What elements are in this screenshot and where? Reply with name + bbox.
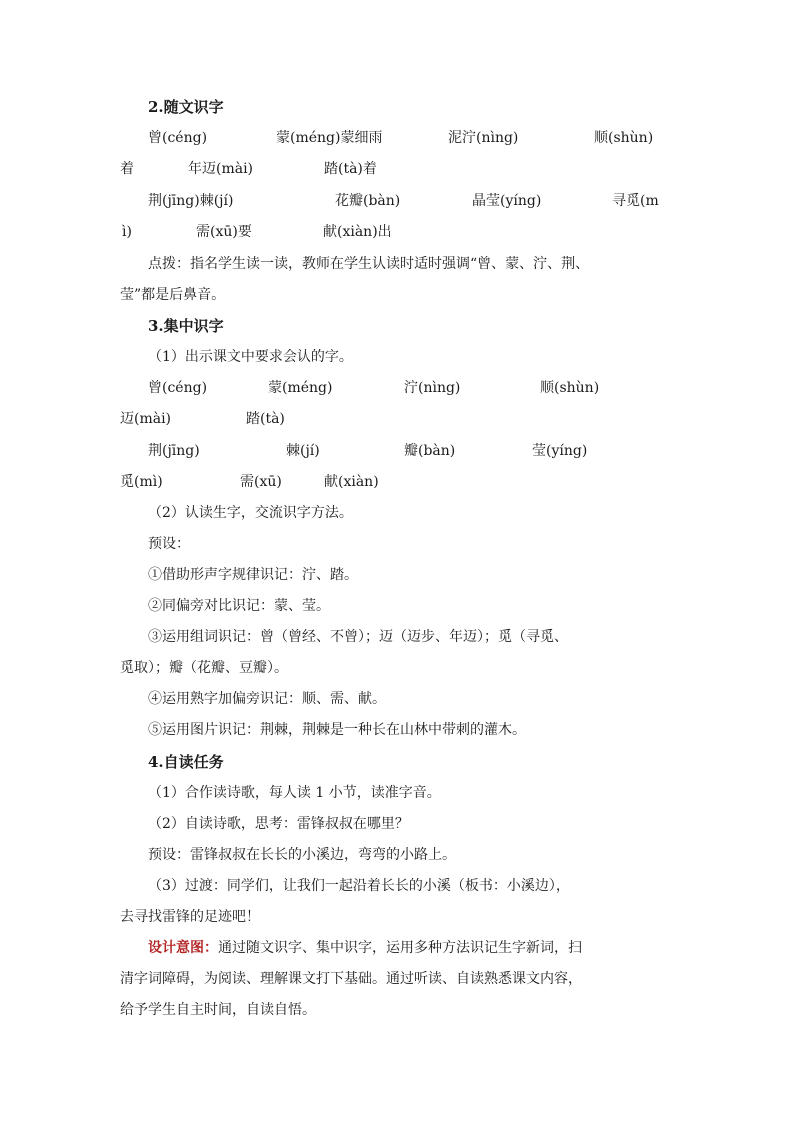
word-item: 泥泞(nìng) (448, 130, 519, 146)
section-2-title: 2.随文识字 (148, 98, 224, 116)
word-item: 晶莹(yíng) (472, 193, 542, 209)
s3-item-1: （1）出示课文中要求会认的字。 (148, 349, 353, 365)
design-intent-label: 设计意图： (148, 940, 218, 956)
word-item: ì) (122, 224, 132, 240)
word-item: 莹(yíng) (532, 443, 588, 459)
s4-item-3-line-1: （3）过渡：同学们，让我们一起沿着长长的小溪（板书：小溪边）， (148, 878, 570, 894)
word-item: 踏(tà)着 (324, 161, 377, 177)
design-intent-line-2: 清字词障碍，为阅读、理解课文打下基础。通过听读、自读熟悉课文内容， (120, 971, 582, 987)
s2-tip-line-2: 莹”都是后鼻音。 (120, 287, 226, 303)
s3-method-4: ④运用熟字加偏旁识记：顺、需、献。 (148, 691, 386, 707)
s3-item-2: （2）认读生字，交流识字方法。 (148, 505, 353, 521)
word-item: 需(xū) (240, 474, 282, 490)
s3-method-2: ②同偏旁对比识记：蒙、莹。 (148, 598, 330, 614)
word-item: 踏(tà) (246, 411, 285, 427)
word-item: 蒙(méng) (268, 380, 333, 396)
word-item: 顺(shùn) (540, 380, 600, 396)
design-intent-line-1 (148, 938, 582, 958)
word-item: 瓣(bàn) (404, 443, 456, 459)
s3-method-3-line-1: ③运用组词识记：曾（曾经、不曾）；迈（迈步、年迈）；觅（寻觅、 (148, 629, 568, 645)
word-item: 迈(mài) (120, 411, 172, 427)
word-item: 曾(céng) (148, 130, 208, 146)
word-item: 棘(jí) (286, 443, 320, 459)
s3-method-3-line-2: 觅取）；瓣（花瓣、豆瓣）。 (120, 660, 288, 676)
s3-preset: 预设： (148, 536, 190, 552)
word-item: 曾(céng) (148, 380, 208, 396)
word-item: 需(xū)要 (196, 224, 252, 240)
word-item: 泞(nìng) (404, 380, 461, 396)
s4-item-2: （2）自读诗歌，思考：雷锋叔叔在哪里？ (148, 816, 409, 832)
section-3-title: 3.集中识字 (148, 317, 224, 335)
word-item: 献(xiàn) (324, 474, 379, 490)
s3-method-5: ⑤运用图片识记：荆棘，荆棘是一种长在山林中带刺的灌木。 (148, 722, 526, 738)
s4-item-1: （1）合作读诗歌，每人读 1 小节，读准字音。 (148, 785, 441, 801)
word-item: 顺(shùn) (594, 130, 654, 146)
s4-preset: 预设：雷锋叔叔在长长的小溪边，弯弯的小路上。 (148, 847, 456, 863)
word-item: 献(xiàn)出 (323, 224, 392, 240)
word-item: 荆(jīng)棘(jí) (148, 193, 234, 209)
design-intent-line-3: 给予学生自主时间，自读自悟。 (120, 1002, 316, 1018)
word-item: 寻觅(m (612, 193, 659, 209)
s4-item-3-line-2: 去寻找雷锋的足迹吧！ (120, 909, 260, 925)
word-item: 荆(jīng) (148, 443, 200, 459)
word-item: 花瓣(bàn) (335, 193, 401, 209)
design-intent-text: 通过随文识字、集中识字，运用多种方法识记生字新词，扫 (218, 940, 582, 956)
word-item: 年迈(mài) (188, 161, 254, 177)
s2-tip-line-1: 点拨：指名学生读一读，教师在学生认读时适时强调“曾、蒙、泞、荆、 (148, 256, 590, 272)
s3-method-1: ①借助形声字规律识记：泞、踏。 (148, 567, 358, 583)
word-item: 觅(mì) (120, 474, 163, 490)
word-item: 着 (120, 161, 134, 177)
section-4-title: 4.自读任务 (148, 753, 224, 771)
word-item: 蒙(méng)蒙细雨 (276, 130, 383, 146)
